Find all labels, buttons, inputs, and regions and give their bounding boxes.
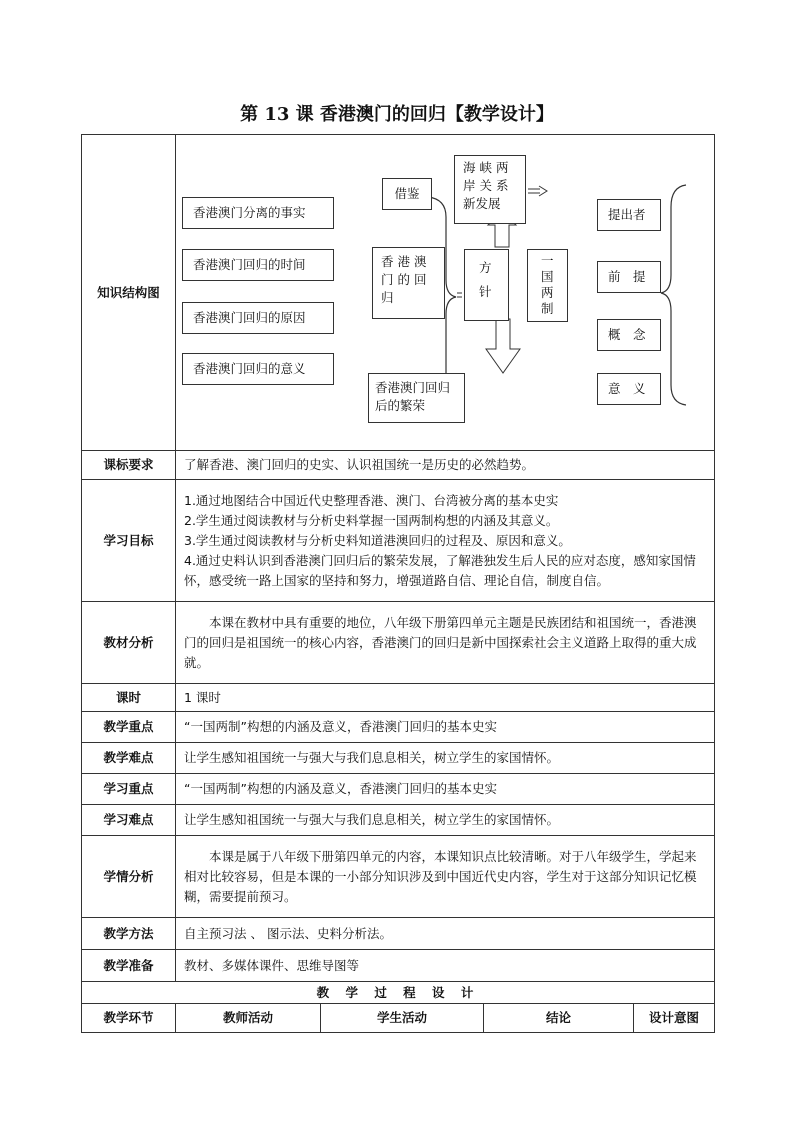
map-fangzhen-box: 方 针 (464, 249, 509, 321)
fangfa-label: 教学方法 (82, 918, 176, 950)
xx-nandian-content: 让学生感知祖国统一与强大与我们息息相关，树立学生的家国情怀。 (176, 805, 715, 836)
map-jiejian-box: 借鉴 (382, 178, 432, 210)
process-header-student: 学生活动 (321, 1004, 484, 1033)
process-header-teacher: 教师活动 (176, 1004, 321, 1033)
map-after-box: 香港澳门回归后的繁荣 (368, 373, 465, 423)
kebiao-label: 课标要求 (82, 451, 176, 480)
process-title: 教 学 过 程 设 计 (82, 982, 715, 1004)
keshi-content: 1 课时 (176, 684, 715, 712)
xueqing-content: 本课是属于八年级下册第四单元的内容，本课知识点比较清晰。对于八年级学生，学起来相对比较容易，但是本课的一小部分知识涉及到中国近代史内容，学生对于这部分知识记忆模糊，需要提前预习。 (176, 836, 715, 918)
map-left-item-3: 香港澳门回归的原因 (182, 302, 334, 334)
process-header-huanjie: 教学环节 (82, 1004, 176, 1033)
mubiao-label: 学习目标 (82, 480, 176, 602)
knowledge-map-label: 知识结构图 (82, 135, 176, 451)
map-right-item-2: 前 提 (597, 261, 661, 293)
mubiao-item: 2.学生通过阅读教材与分析史料掌握一国两制构想的内涵及其意义。 (184, 512, 559, 528)
kebiao-content: 了解香港、澳门回归的史实、认识祖国统一是历史的必然趋势。 (176, 451, 715, 480)
map-yiguo-box: 一 国 两 制 (527, 249, 568, 322)
fangfa-content: 自主预习法 、 图示法、史料分析法。 (176, 918, 715, 950)
jx-zhongdian-content: “一国两制”构想的内涵及意义，香港澳门回归的基本史实 (176, 712, 715, 743)
xx-zhongdian-content: “一国两制”构想的内涵及意义，香港澳门回归的基本史实 (176, 774, 715, 805)
keshi-label: 课时 (82, 684, 176, 712)
map-right-item-1: 提出者 (597, 199, 661, 231)
lesson-plan-table (81, 134, 715, 1033)
zhunbei-label: 教学准备 (82, 950, 176, 982)
jx-zhongdian-label: 教学重点 (82, 712, 176, 743)
xueqing-label: 学情分析 (82, 836, 176, 918)
map-left-item-1: 香港澳门分离的事实 (182, 197, 334, 229)
zhunbei-content: 教材、多媒体课件、思维导图等 (176, 950, 715, 982)
jx-nandian-label: 教学难点 (82, 743, 176, 774)
map-right-item-4: 意 义 (597, 373, 661, 405)
process-header-conclusion: 结论 (484, 1004, 634, 1033)
jiaocai-content: 本课在教材中具有重要的地位，八年级下册第四单元主题是民族团结和祖国统一，香港澳门的回归是祖国统一的核心内容，香港澳门的回归是新中国探索社会主义道路上取得的重大成就。 (176, 602, 715, 684)
map-left-item-2: 香港澳门回归的时间 (182, 249, 334, 281)
knowledge-map (176, 135, 715, 451)
xx-zhongdian-label: 学习重点 (82, 774, 176, 805)
mubiao-content (176, 480, 715, 602)
map-strait-box: 海 峡 两 岸 关 系 新发展 (454, 155, 526, 224)
jiaocai-label: 教材分析 (82, 602, 176, 684)
jx-nandian-content: 让学生感知祖国统一与强大与我们息息相关，树立学生的家国情怀。 (176, 743, 715, 774)
process-header-intent: 设计意图 (634, 1004, 715, 1033)
mubiao-item: 3.学生通过阅读教材与分析史料知道港澳回归的过程及、原因和意义。 (184, 532, 571, 548)
xx-nandian-label: 学习难点 (82, 805, 176, 836)
mubiao-item: 1.通过地图结合中国近代史整理香港、澳门、台湾被分离的基本史实 (184, 492, 559, 508)
page-title: 第 13 课 香港澳门的回归【教学设计】 (240, 104, 554, 125)
map-center-box: 香 港 澳 门 的 回 归 (372, 247, 445, 319)
map-right-item-3: 概 念 (597, 319, 661, 351)
map-left-item-4: 香港澳门回归的意义 (182, 353, 334, 385)
mubiao-item: 4.通过史料认识到香港澳门回归后的繁荣发展，了解港独发生后人民的应对态度，感知家国情怀，感受统一路上国家的坚持和努力，增强道路自信、理论自信，制度自信。 (184, 552, 696, 588)
